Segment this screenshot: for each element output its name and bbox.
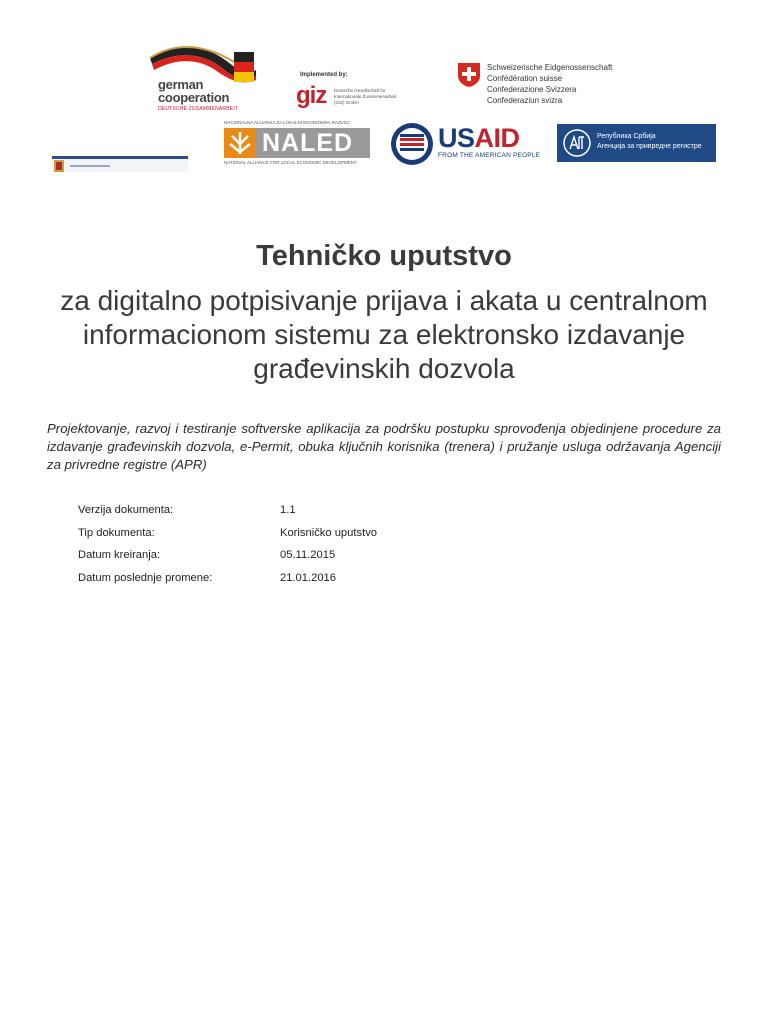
document-title: Tehničko uputstvo	[256, 240, 512, 272]
apr-text	[597, 132, 702, 152]
document-description: Projektovanje, razvoj i testiranje softverske aplikacija za podršku postupku sprovođenja objedinjene procedure za izdavanje građevinskih dozvola, e-Permit, obuka ključnih korisnika (trenera) i pružanje usluga održavanja Agenciji za privredne registre (APR)	[47, 421, 721, 472]
serbia-strip-logo	[52, 156, 188, 172]
apr-line1: Република Србија	[597, 133, 656, 140]
swiss-text-lines	[487, 62, 612, 106]
giz-logo	[296, 70, 406, 116]
german-cooperation-line1: german	[158, 77, 204, 92]
metadata-row	[78, 545, 678, 568]
swiss-line: Confédération suisse	[487, 74, 563, 83]
metadata-value: 21.01.2016	[280, 571, 336, 584]
german-cooperation-line2: cooperation	[158, 90, 230, 105]
swiss-line: Confederazione Svizzera	[487, 85, 577, 94]
implemented-by-label: Implemented by:	[300, 72, 348, 78]
usaid-word	[438, 124, 520, 152]
swiss-shield-icon	[457, 62, 481, 88]
usaid-from-text: FROM THE AMERICAN PEOPLE	[438, 152, 541, 159]
german-cooperation-line3: DEUTSCHE ZUSAMMENARBEIT	[158, 106, 239, 112]
german-cooperation-logo	[148, 44, 258, 118]
metadata-row	[78, 500, 678, 523]
serbia-coat-of-arms-icon	[52, 156, 188, 172]
naled-logo	[224, 120, 370, 168]
swiss-confederation-logo	[457, 62, 627, 106]
naled-word: NALED	[262, 129, 354, 157]
swiss-line: Schweizerische Eidgenossenschaft	[487, 63, 613, 72]
metadata-value: 1.1	[280, 504, 296, 516]
metadata-value: Korisničko uputstvo	[280, 526, 378, 539]
document-metadata	[78, 500, 678, 590]
usaid-logo	[390, 122, 540, 166]
apr-logo	[557, 124, 716, 162]
naled-subtitle: NATIONAL ALLIANCE FOR LOCAL ECONOMIC DEVELOPMENT	[224, 160, 357, 165]
document-subtitle: za digitalno potpisivanje prijava i akata u centralnom informacionom sistemu za elektronsko izdavanje građevinskih dozvola	[60, 285, 708, 384]
metadata-row	[78, 523, 678, 546]
naled-tagline: NACIONALNA ALIJANSA ZA LOKALNI EKONOMSKI RAZVOJ	[224, 120, 350, 125]
apr-emblem-icon	[562, 128, 592, 158]
usaid-word-us: US	[438, 123, 475, 153]
naled-emblem-icon	[224, 128, 256, 158]
giz-mark: giz	[296, 82, 327, 109]
giz-small-text: Deutsche Gesellschaft für Internationale Zusammenarbeit (GIZ) GmbH	[334, 88, 397, 105]
apr-line2: Агенција за привредне регистре	[597, 143, 702, 150]
metadata-value: 05.11.2015	[280, 549, 336, 561]
metadata-label: Datum poslednje promene:	[78, 571, 213, 584]
metadata-label: Verzija dokumenta:	[78, 504, 174, 516]
metadata-label: Tip dokumenta:	[78, 526, 155, 539]
metadata-row	[78, 568, 678, 591]
swiss-line: Confederaziun svizra	[487, 96, 563, 105]
metadata-label: Datum kreiranja:	[78, 549, 161, 561]
usaid-seal-icon	[390, 122, 434, 166]
usaid-word-aid: AID	[474, 123, 520, 153]
